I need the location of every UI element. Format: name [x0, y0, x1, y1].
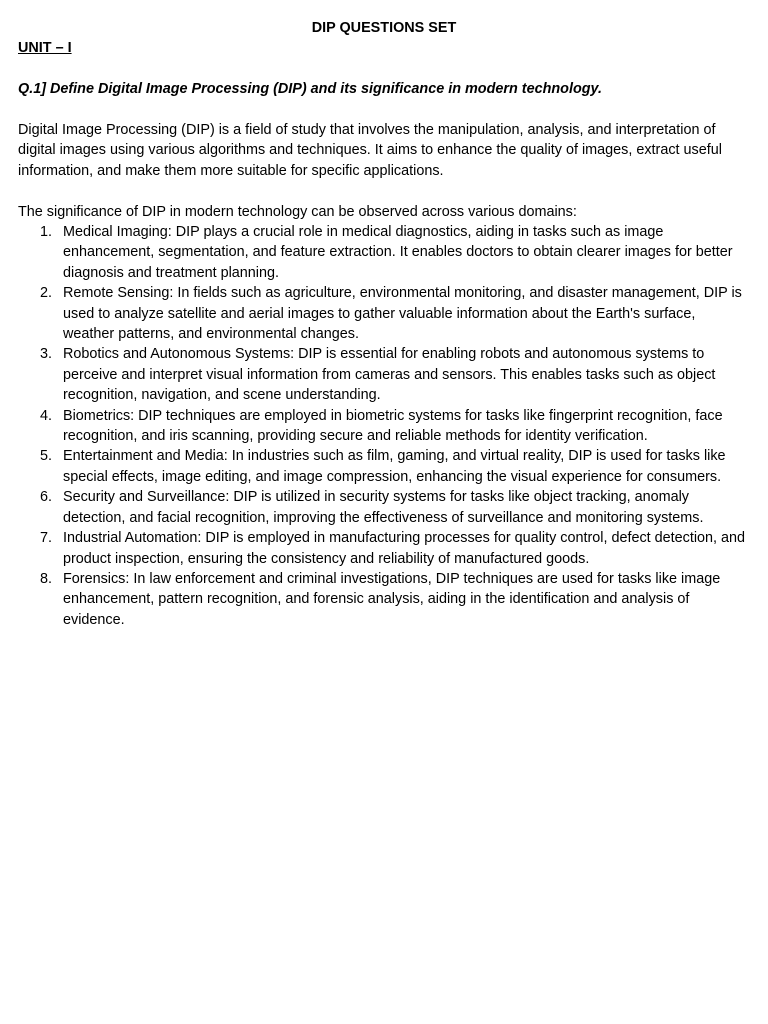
list-item [18, 446, 750, 487]
list-item-text: Remote Sensing: In fields such as agriculture, environmental monitoring, and disaster management, DIP is used to analyze satellite and aerial images to gather valuable information about the Earth's surface, weather patterns, and environmental changes. [63, 285, 742, 343]
list-item [18, 569, 750, 630]
list-item-text: Medical Imaging: DIP plays a crucial role in medical diagnostics, aiding in tasks such as image enhancement, segmentation, and feature extraction. It enables doctors to obtain clearer images for better diagnosis and treatment planning. [63, 224, 733, 281]
list-item-text: Robotics and Autonomous Systems: DIP is essential for enabling robots and autonomous systems to perceive and interpret visual information from cameras and sensors. This enables tasks such as object recognition, navigation, and scene understanding. [63, 346, 716, 404]
question-heading: Q.1] Define Digital Image Processing (DIP) and its significance in modern technology. [18, 81, 602, 98]
list-item-number: 3. [40, 346, 53, 363]
list-item-number: 4. [40, 407, 53, 424]
list-item-number: 7. [40, 530, 53, 547]
list-item-number: 1. [40, 224, 53, 241]
list-item-text: Biometrics: DIP techniques are employed in biometric systems for tasks like fingerprint recognition, face recognition, and iris scanning, providing secure and reliable methods for identity verification. [63, 407, 723, 445]
list-item-text: Industrial Automation: DIP is employed in manufacturing processes for quality control, defect detection, and product inspection, ensuring the consistency and reliability of manufactured goods. [63, 530, 746, 567]
list-item [18, 528, 750, 569]
definition-paragraph: Digital Image Processing (DIP) is a field of study that involves the manipulation, analysis, and interpretation of digital images using various algorithms and techniques. It aims to enhance the quality of images, extract useful information, and make them more suitable for specific applications. [18, 122, 722, 179]
list-item [18, 222, 750, 283]
list-item-text: Entertainment and Media: In industries such as film, gaming, and virtual reality, DIP is used for tasks like special effects, image editing, and image compression, enhancing the visual experience for consumers. [63, 448, 726, 485]
list-item-text: Security and Surveillance: DIP is utilized in security systems for tasks like object tracking, anomaly detection, and facial recognition, improving the effectiveness of surveillance and monitoring systems. [63, 489, 704, 526]
list-item [18, 283, 750, 344]
significance-intro: The significance of DIP in modern technology can be observed across various domains: [18, 203, 577, 220]
unit-heading: UNIT – I [18, 40, 72, 57]
document-title: DIP QUESTIONS SET [311, 20, 457, 36]
list-item-number: 8. [40, 570, 53, 587]
list-item-number: 6. [40, 489, 53, 506]
significance-list [18, 222, 750, 630]
list-item-text: Forensics: In law enforcement and criminal investigations, DIP techniques are used for tasks like image enhancement, pattern recognition, and forensic analysis, aiding in the identification and analysis of evidence. [63, 570, 721, 628]
list-item-number: 5. [40, 448, 53, 465]
list-item [18, 406, 750, 447]
list-item-number: 2. [40, 285, 53, 302]
list-item [18, 487, 750, 528]
list-item [18, 344, 750, 405]
